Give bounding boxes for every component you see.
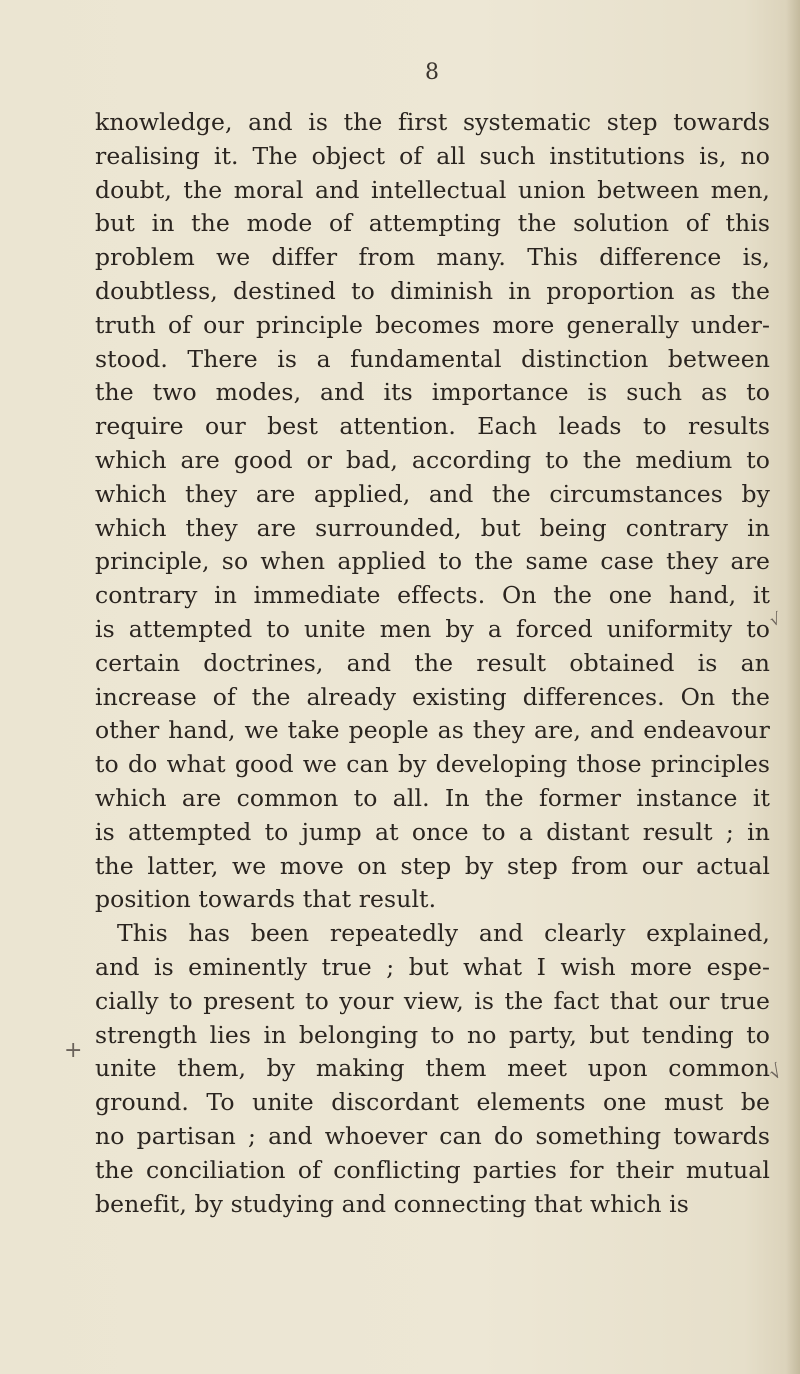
page-edge-shadow — [786, 0, 800, 1374]
text-line: and is eminently true ; but what I wish more espe- — [95, 952, 770, 981]
text-line: realising it. The object of all such institutions is, no — [95, 141, 770, 170]
text-line: the latter, we move on step by step from our actual — [95, 851, 770, 880]
text-line: knowledge, and is the first systematic step towards — [95, 108, 770, 136]
text-line: problem we differ from many. This difference is, — [95, 243, 770, 272]
text-line: unite them, by making them meet upon common — [95, 1054, 770, 1083]
text-line: contrary in immediate effects. On the one hand, it — [95, 581, 770, 610]
text-line: which are common to all. In the former instance it — [95, 783, 770, 812]
text-line: truth of our principle becomes more generally under- — [95, 310, 770, 339]
text-line: This has been repeatedly and clearly explained, — [117, 919, 770, 948]
text-line: principle, so when applied to the same case they are — [95, 547, 770, 576]
text-line: which are good or bad, according to the medium to — [95, 445, 770, 474]
text-line: benefit, by studying and connecting that which is — [95, 1189, 689, 1218]
text-line: is attempted to unite men by a forced uniformity to — [95, 614, 770, 643]
text-line: other hand, we take people as they are, and endeavour — [95, 716, 770, 745]
margin-check-mark: √ — [765, 1060, 786, 1085]
text-line: to do what good we can by developing those principles — [95, 750, 770, 779]
text-line: ground. To unite discordant elements one must be — [95, 1088, 770, 1117]
text-line: strength lies in belonging to no party, but tending to — [95, 1020, 770, 1049]
page-number: 8 — [425, 60, 439, 85]
text-line: is attempted to jump at once to a distant result ; in — [95, 817, 770, 846]
text-line: which they are applied, and the circumstances by — [95, 479, 770, 508]
text-line: require our best attention. Each leads to results — [95, 412, 770, 441]
text-line: but in the mode of attempting the solution of this — [95, 209, 770, 238]
text-line: position towards that result. — [95, 885, 437, 914]
text-line: which they are surrounded, but being contrary in — [95, 513, 770, 542]
text-line: doubtless, destined to diminish in proportion as the — [95, 276, 770, 305]
text-line: the conciliation of conflicting parties for their mutual — [95, 1155, 770, 1184]
text-line: doubt, the moral and intellectual union between men, — [95, 175, 770, 204]
text-line: certain doctrines, and the result obtained is an — [95, 648, 770, 677]
margin-check-mark: √ — [767, 608, 784, 631]
text-line: no partisan ; and whoever can do something towards — [95, 1121, 770, 1150]
text-line: increase of the already existing differences. On the — [95, 682, 770, 711]
text-line: stood. There is a fundamental distinction between — [95, 344, 770, 373]
body-text — [95, 106, 770, 1221]
margin-cross-mark: + — [64, 1038, 83, 1063]
text-line: cially to present to your view, is the fact that our true — [95, 986, 770, 1015]
text-line: the two modes, and its importance is such as to — [95, 378, 770, 407]
